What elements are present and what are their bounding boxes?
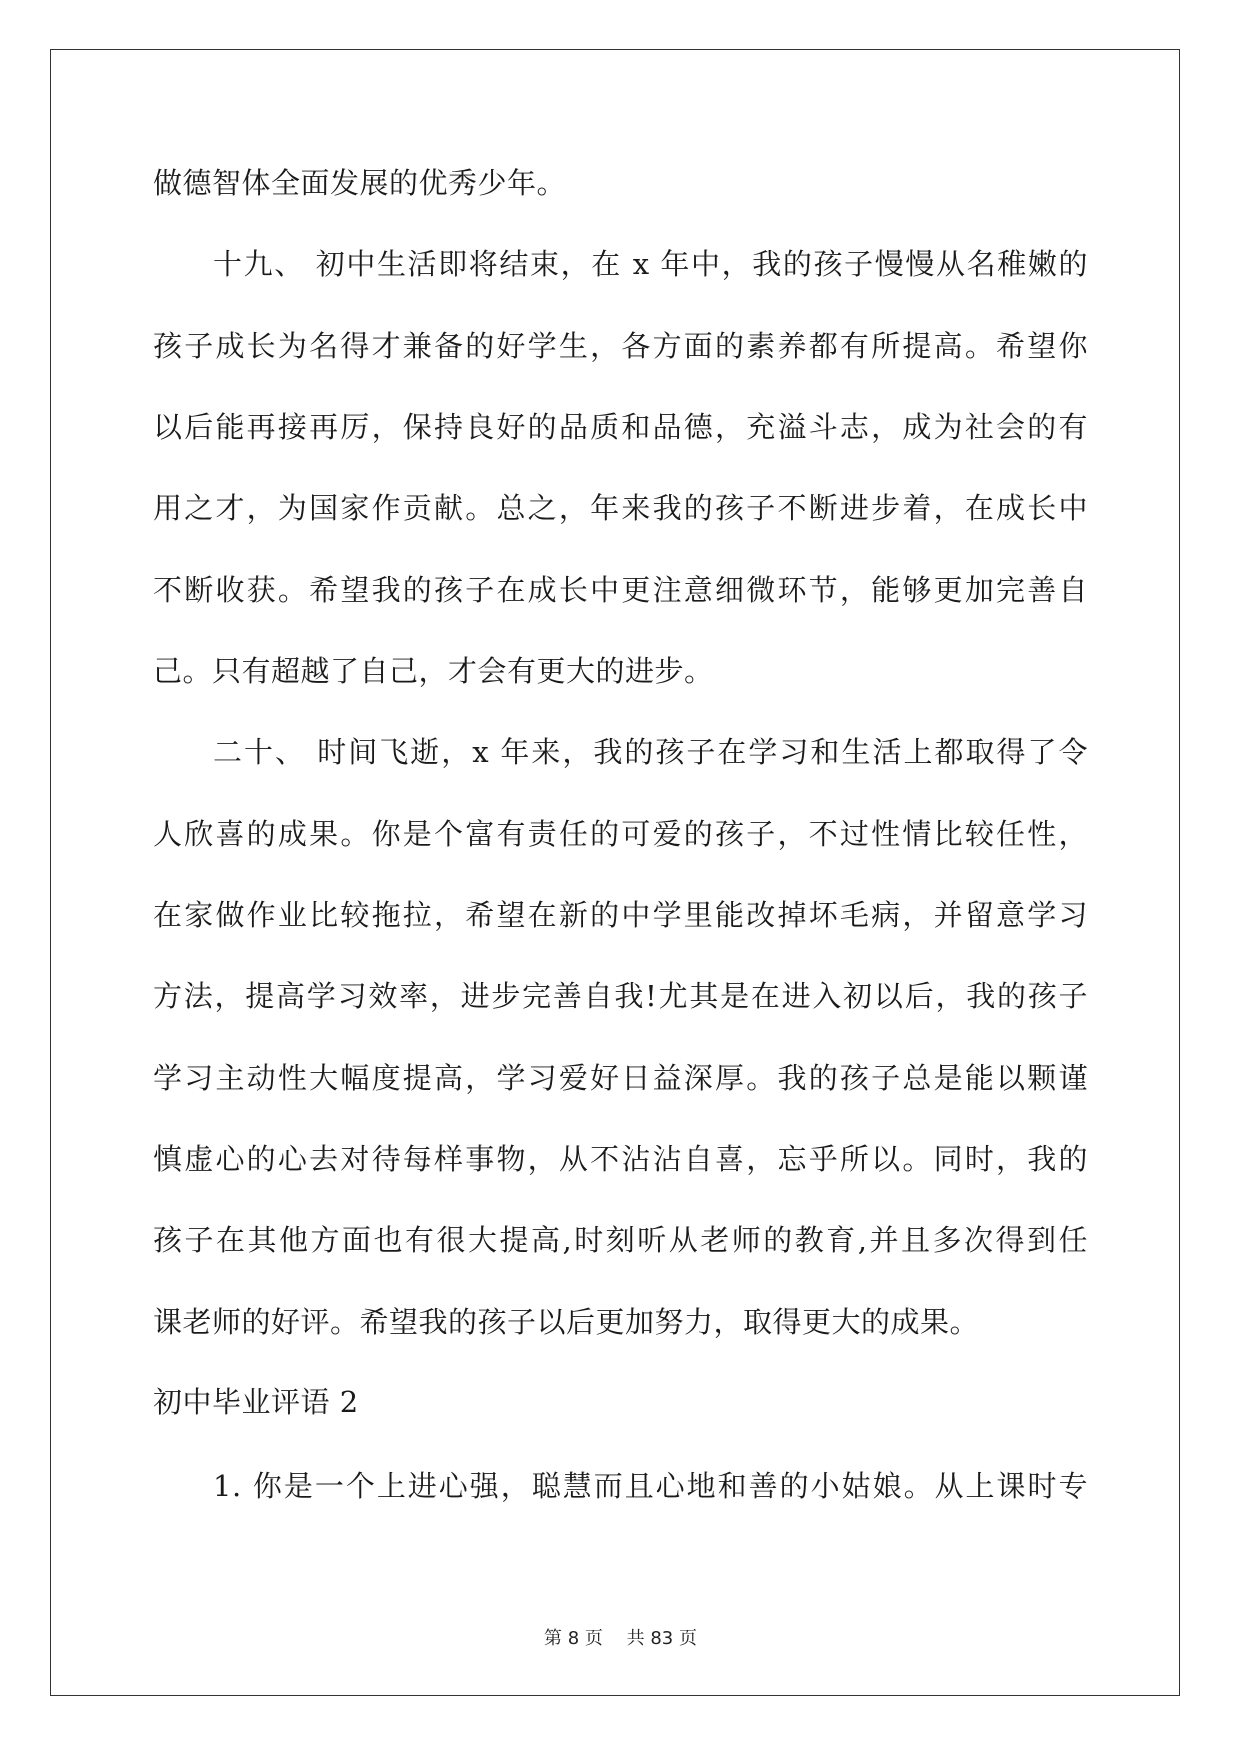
text-line: 方法，提高学习效率，进步完善自我!尤其是在进入初以后，我的孩子 (153, 979, 1088, 1013)
text-line: 孩子成长为名得才兼备的好学生，各方面的素养都有所提高。希望你 (153, 329, 1088, 363)
paragraph-19-start: 十九、 初中生活即将结束，在 x 年中，我的孩子慢慢从名稚嫩的 (213, 247, 1088, 281)
text-line: 己。只有超越了自己，才会有更大的进步。 (153, 654, 714, 688)
section-heading: 初中毕业评语 2 (153, 1385, 359, 1419)
text-line: 在家做作业比较拖拉，希望在新的中学里能改掉坏毛病，并留意学习 (153, 898, 1088, 932)
text-line: 慎虚心的心去对待每样事物，从不沾沾自喜，忘乎所以。同时，我的 (153, 1142, 1088, 1176)
text-line: 孩子在其他方面也有很大提高,时刻听从老师的教育,并且多次得到任 (153, 1223, 1088, 1257)
text-line: 学习主动性大幅度提高，学习爱好日益深厚。我的孩子总是能以颗谨 (153, 1061, 1088, 1095)
paragraph-20-start: 二十、 时间飞逝，x 年来，我的孩子在学习和生活上都取得了令 (213, 735, 1088, 769)
text-line: 人欣喜的成果。你是个富有责任的可爱的孩子，不过性情比较任性， (153, 817, 1088, 851)
page-border (50, 49, 1180, 1696)
text-line: 用之才，为国家作贡献。总之，年来我的孩子不断进步着，在成长中 (153, 491, 1088, 525)
text-line: 做德智体全面发展的优秀少年。 (153, 166, 567, 200)
list-item: 1. 你是一个上进心强，聪慧而且心地和善的小姑娘。从上课时专 (213, 1469, 1088, 1503)
text-line: 课老师的好评。希望我的孩子以后更加努力，取得更大的成果。 (153, 1305, 980, 1339)
text-line: 以后能再接再厉，保持良好的品质和品德，充溢斗志，成为社会的有 (153, 410, 1088, 444)
page-number: 第 8 页 共 83 页 (544, 1628, 697, 1649)
text-line: 不断收获。希望我的孩子在成长中更注意细微环节，能够更加完善自 (153, 573, 1088, 607)
